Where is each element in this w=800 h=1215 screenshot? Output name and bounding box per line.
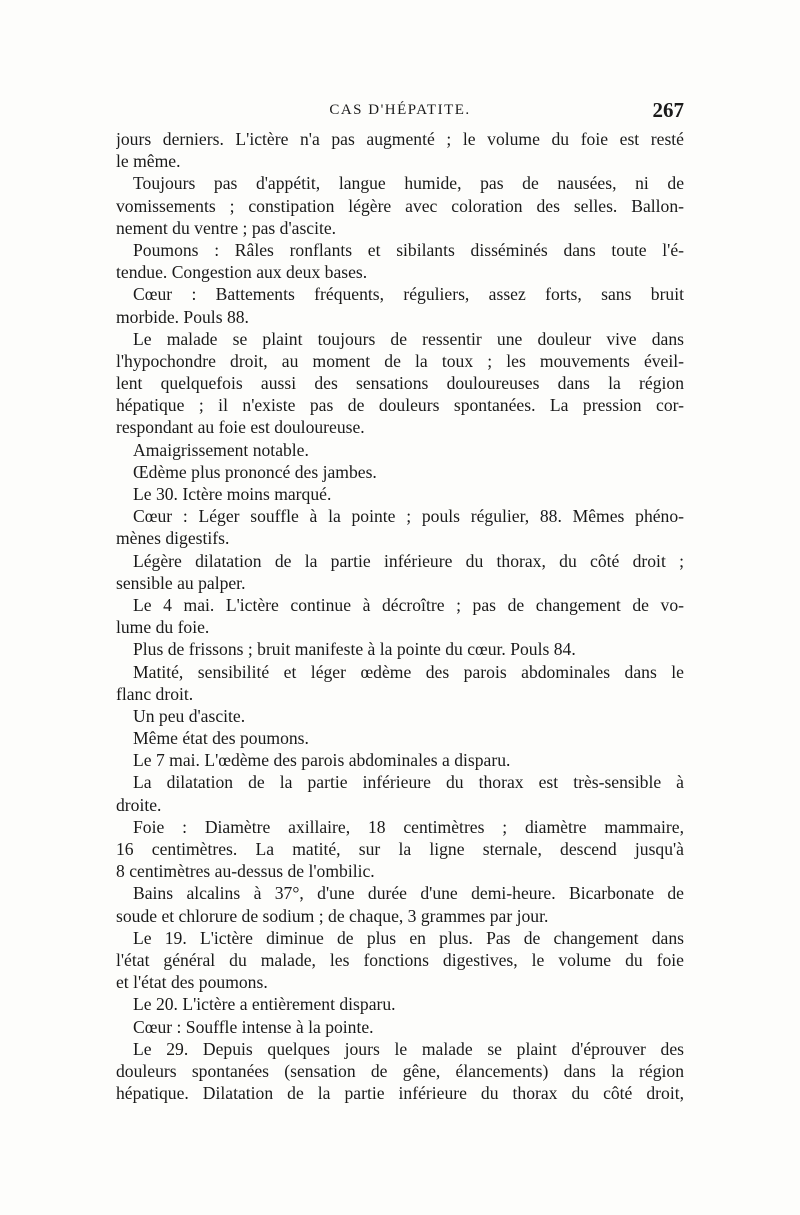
text-line: vomissements ; constipation légère avec coloration des selles. Ballon-	[116, 195, 684, 216]
body-text	[116, 128, 684, 1104]
text-line: Plus de frissons ; bruit manifeste à la pointe du cœur. Pouls 84.	[133, 639, 576, 660]
text-line: lent quelquefois aussi des sensations douloureuses dans la région	[116, 373, 684, 394]
text-line: jours derniers. L'ictère n'a pas augmenté ; le volume du foie est resté	[116, 129, 684, 149]
text-line: Légère dilatation de la partie inférieure du thorax, du côté droit ;	[133, 550, 684, 571]
text-line: tendue. Congestion aux deux bases.	[116, 262, 368, 283]
text-line: mènes digestifs.	[116, 528, 230, 549]
text-line: Cœur : Léger souffle à la pointe ; pouls régulier, 88. Mêmes phéno-	[133, 506, 684, 527]
text-line: Un peu d'ascite.	[133, 705, 246, 726]
text-line: flanc droit.	[116, 683, 194, 704]
text-line: Le malade se plaint toujours de ressentir une douleur vive dans	[133, 328, 684, 349]
text-line: Toujours pas d'appétit, langue humide, pas de nausées, ni de	[133, 173, 684, 194]
text-line: soude et chlorure de sodium ; de chaque, 3 grammes par jour.	[116, 905, 549, 926]
text-line: Cœur : Souffle intense à la pointe.	[133, 1016, 374, 1037]
text-line: 16 centimètres. La matité, sur la ligne sternale, descend jusqu'à	[116, 839, 684, 859]
running-title: CAS D'HÉPATITE.	[329, 102, 471, 118]
text-line: Le 19. L'ictère diminue de plus en plus. Pas de changement dans	[133, 927, 684, 948]
text-line: et l'état des poumons.	[116, 972, 268, 993]
text-line: l'hypochondre droit, au moment de la toux ; les mouvements éveil-	[116, 350, 684, 371]
text-line: Amaigrissement notable.	[133, 439, 309, 460]
text-line: hépatique. Dilatation de la partie inférieure du thorax du côté droit,	[116, 1083, 684, 1104]
text-line: Le 20. L'ictère a entièrement disparu.	[133, 994, 396, 1015]
page-number: 267	[652, 98, 684, 122]
text-line: l'état général du malade, les fonctions digestives, le volume du foie	[116, 949, 684, 970]
text-line: Poumons : Râles ronflants et sibilants disséminés dans toute l'é-	[133, 239, 684, 260]
text-line: sensible au palper.	[116, 572, 246, 593]
text-line: Même état des poumons.	[133, 728, 309, 749]
text-line: Bains alcalins à 37°, d'une durée d'une demi-heure. Bicarbonate de	[133, 883, 684, 904]
text-line: Cœur : Battements fréquents, réguliers, assez forts, sans bruit	[133, 284, 684, 305]
text-line: Œdème plus prononcé des jambes.	[133, 461, 377, 482]
text-line: 8 centimètres au-dessus de l'ombilic.	[116, 861, 375, 882]
text-line: hépatique ; il n'existe pas de douleurs spontanées. La pression cor-	[116, 395, 684, 416]
text-line: douleurs spontanées (sensation de gêne, élancements) dans la région	[116, 1060, 684, 1081]
running-head	[116, 98, 684, 124]
text-line: Le 29. Depuis quelques jours le malade se plaint d'éprouver des	[133, 1038, 684, 1059]
text-line: le même.	[116, 151, 181, 172]
text-line: La dilatation de la partie inférieure du thorax est très-sensible à	[133, 772, 684, 793]
text-line: Matité, sensibilité et léger œdème des parois abdominales dans le	[133, 661, 684, 682]
text-line: morbide. Pouls 88.	[116, 306, 249, 327]
text-line: Foie : Diamètre axillaire, 18 centimètres ; diamètre mammaire,	[133, 816, 684, 837]
text-line: respondant au foie est douloureuse.	[116, 417, 365, 438]
text-line: droite.	[116, 794, 162, 815]
text-line: Le 30. Ictère moins marqué.	[133, 484, 332, 504]
text-line: Le 4 mai. L'ictère continue à décroître ; pas de changement de vo-	[133, 594, 684, 615]
text-line: nement du ventre ; pas d'ascite.	[116, 217, 337, 238]
text-line: lume du foie.	[116, 617, 210, 638]
text-line: Le 7 mai. L'œdème des parois abdominales a disparu.	[133, 750, 511, 771]
